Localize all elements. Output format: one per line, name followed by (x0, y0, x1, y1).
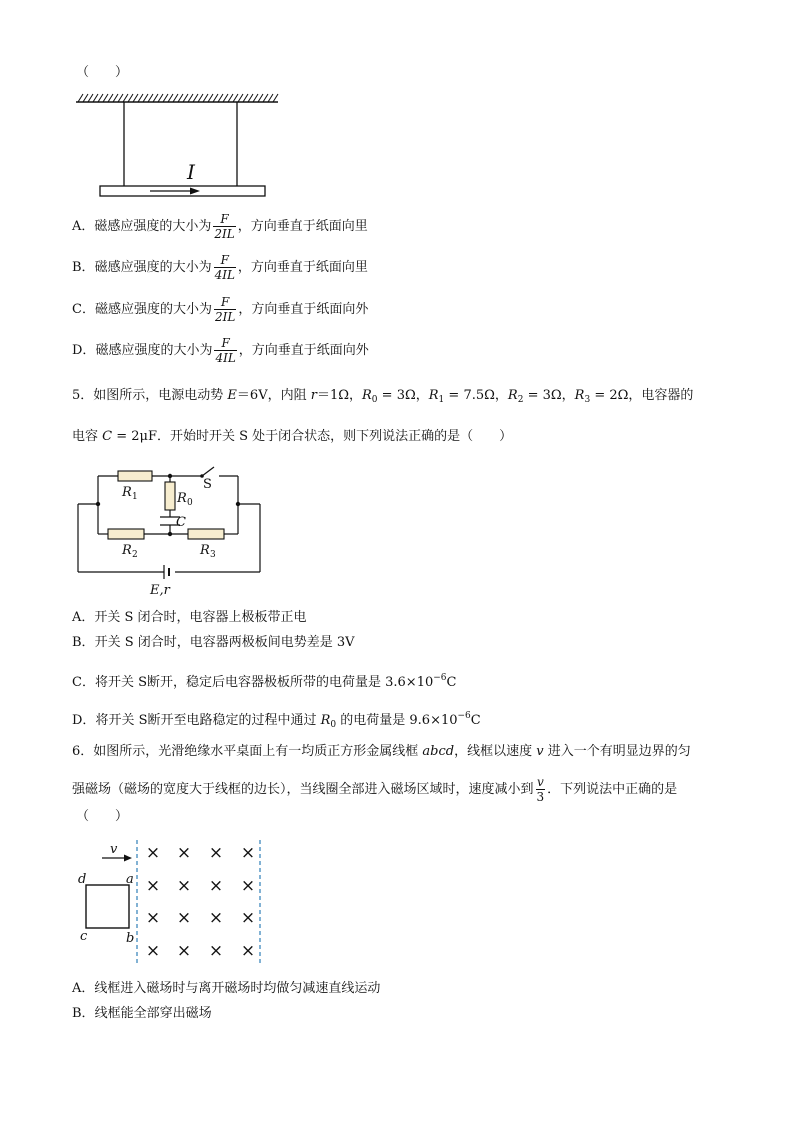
q6-option-b: B．线框能全部穿出磁场 (72, 1006, 212, 1021)
svg-text:2: 2 (132, 550, 138, 560)
q4-option-b: B．磁感应强度的大小为 $\frac{F}{4IL}$ ，方向垂直于纸面向里 (72, 253, 368, 282)
svg-text:0: 0 (187, 498, 193, 508)
q5-circuit-diagram (76, 462, 276, 602)
svg-text:S: S (203, 477, 212, 492)
svg-text:b: b (126, 931, 135, 946)
field-into-page-mark: × (145, 908, 161, 928)
svg-text:R: R (122, 543, 132, 558)
field-into-page-mark: × (208, 908, 224, 928)
field-into-page-mark: × (176, 941, 192, 961)
field-into-page-mark: × (145, 876, 161, 896)
q5-option-d: D．将开关 S断开至电路稳定的过程中通过 $R_0$ 的电荷量是 $9.6\times 10^{-6}C$ (72, 711, 481, 730)
svg-text:R: R (200, 543, 210, 558)
field-into-page-mark: × (145, 843, 161, 863)
q5-option-c: C．将开关 S断开，稳定后电容器极板所带的电荷量是 $3.6\times 10^{-6}C$ (72, 673, 457, 690)
field-into-page-mark: × (176, 908, 192, 928)
q4-hanging-rod-diagram (72, 92, 282, 232)
field-into-page-mark: × (176, 843, 192, 863)
q4-option-d: D．磁感应强度的大小为 $\frac{F}{4IL}$ ，方向垂直于纸面向外 (72, 336, 369, 365)
q6-option-a: A．线框进入磁场时与离开磁场时均做匀减速直线运动 (72, 981, 381, 996)
svg-text:c: c (80, 929, 88, 944)
svg-text:3: 3 (210, 550, 216, 560)
svg-text:a: a (126, 872, 134, 887)
field-into-page-mark: × (240, 908, 256, 928)
field-into-page-mark: × (240, 876, 256, 896)
q6-answer-bracket: （ ） (76, 809, 129, 824)
q4-option-a: A．磁感应强度的大小为 $\frac{F}{2IL}$ ，方向垂直于纸面向里 (72, 212, 368, 241)
field-into-page-mark: × (208, 876, 224, 896)
svg-text:C: C (176, 515, 186, 530)
q6-magnetic-field-diagram (76, 838, 276, 968)
q6-stem-line1: 6．如图所示，光滑绝缘水平桌面上有一均质正方形金属线框 abcd，线框以速度 v 进入一个有明显边界的匀 (72, 744, 691, 759)
q4-answer-bracket: （ ） (76, 65, 129, 80)
svg-text:v: v (110, 842, 118, 857)
field-into-page-mark: × (208, 843, 224, 863)
svg-text:R: R (177, 491, 187, 506)
svg-text:d: d (78, 872, 87, 887)
q6-stem-line2: 强磁场（磁场的宽度大于线框的边长），当线圈全部进入磁场区域时，速度减小到 $\frac{v}{3}$ ．下列说法中正确的是 (72, 775, 678, 804)
field-into-page-mark: × (145, 941, 161, 961)
q4-option-c: C．磁感应强度的大小为 $\frac{F}{2IL}$ ，方向垂直于纸面向外 (72, 295, 369, 324)
q5-option-b: B．开关 S 闭合时，电容器两极板间电势差是 3V (72, 635, 355, 650)
svg-text:1: 1 (132, 492, 138, 502)
q5-stem-line2: 电容 C = 2μF．开始时开关 S 处于闭合状态，则下列说法正确的是（ ） (72, 429, 513, 444)
q5-option-a: A．开关 S 闭合时，电容器上极板带正电 (72, 610, 307, 625)
svg-text:R: R (122, 485, 132, 500)
field-into-page-mark: × (240, 941, 256, 961)
field-into-page-mark: × (176, 876, 192, 896)
field-into-page-mark: × (208, 941, 224, 961)
field-into-page-mark: × (240, 843, 256, 863)
current-label: I (187, 160, 195, 184)
q5-stem-line1: 5．如图所示，电源电动势 E＝6V，内阻 r＝1Ω，$R_0 = 3\Omega$，$R_1 = 7.5\Omega$，$R_2 = 3\Omega$，$R_3 = 2\Omega$，电容器的 (72, 388, 694, 405)
svg-text:E,r: E,r (150, 583, 170, 598)
